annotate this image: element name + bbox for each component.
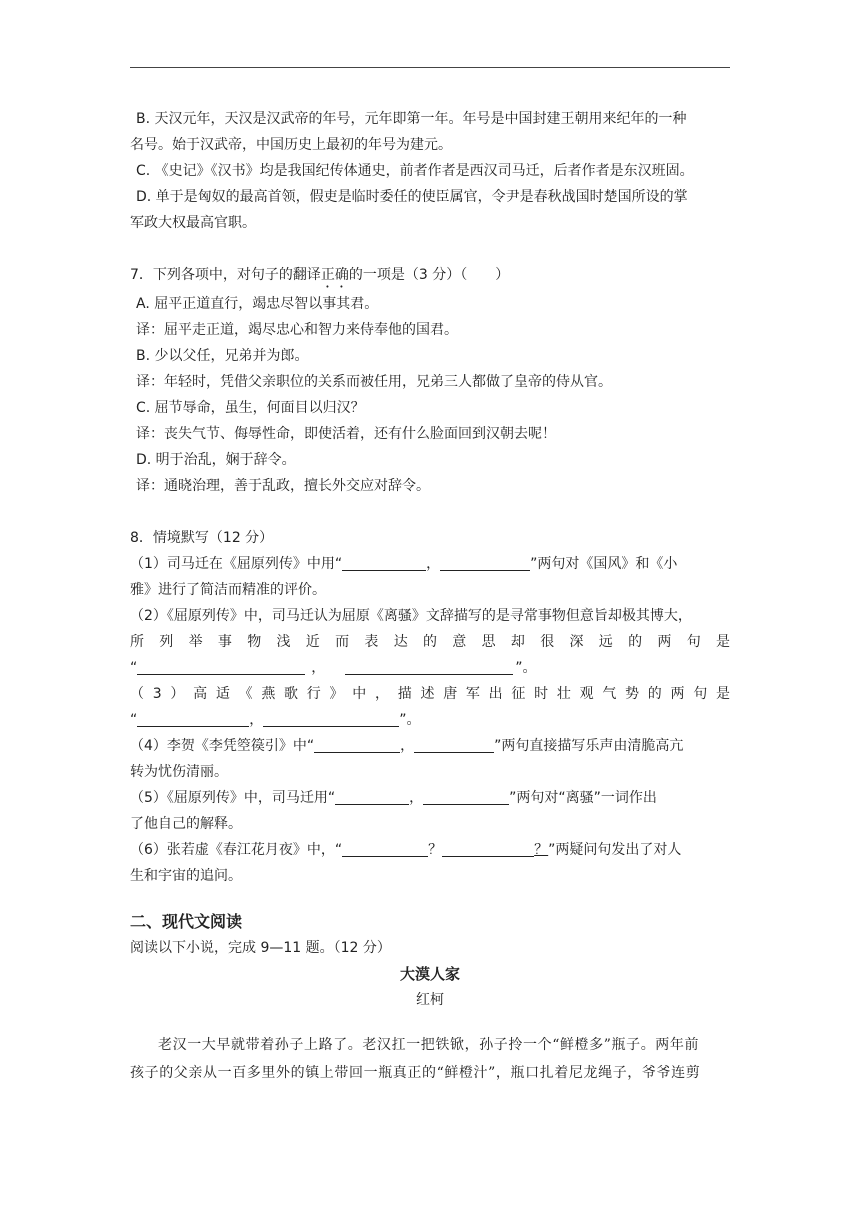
q8-item-1: （1）司马迁在《屈原列传》中用“ ， ”两句对《国风》和《小: [130, 556, 678, 572]
q7-option-d-translation: 译：通晓治理，善于乱政，擅长外交应对辞令。: [136, 478, 430, 494]
q8-item-3-line1: （3）高适《燕歌行》中，描述唐军出征时壮观气势的两句是: [130, 686, 730, 702]
q6-option-d-line2: 军政大权最高官职。: [130, 215, 256, 231]
q8-item-2-line1: （2）《屈原列传》中，司马迁认为屈原《离骚》文辞描写的是寻常事物但意旨却极其博大，: [130, 608, 692, 624]
document-body: [130, 106, 730, 1087]
q8-item-6: （6）张若虚《春江花月夜》中，“ ？ ？”两疑问句发出了对人: [130, 842, 682, 858]
q8-item-5-line2: 了他自己的解释。: [130, 816, 242, 832]
story-title: 大漠人家: [399, 965, 460, 983]
q8-item-2-blanks: “ ， ”。: [130, 660, 537, 676]
answer-blank[interactable]: [314, 736, 400, 753]
q8-item-2-line2: 所列举事物浅近而表达的意思却很深远的两句是: [130, 634, 730, 650]
q6-option-b-line1: B. 天汉元年，天汉是汉武帝的年号，元年即第一年。年号是中国封建王朝用来纪年的一种: [136, 111, 687, 127]
story-paragraph-line2: 孩子的父亲从一百多里外的镇上带回一瓶真正的“鲜橙汁”，瓶口扎着尼龙绳子，爷爷连剪: [130, 1065, 701, 1081]
q8-item-1-line2: 雅》进行了简洁而精准的评价。: [130, 582, 326, 598]
q7-option-c: C. 屈节辱命，虽生，何面目以归汉？: [136, 400, 365, 416]
answer-blank[interactable]: [423, 788, 509, 805]
answer-blank[interactable]: [442, 840, 534, 857]
q7-option-a-translation: 译：屈平走正道，竭尽忠心和智力来侍奉他的国君。: [136, 322, 458, 338]
story-author: 红柯: [416, 992, 444, 1008]
q6-option-c: C. 《史记》《汉书》均是我国纪传体通史，前者作者是西汉司马迁，后者作者是东汉班固。: [136, 163, 694, 179]
q8-title: 8．情境默写（12 分）: [130, 530, 274, 546]
q8-item-4-line2: 转为忧伤清丽。: [130, 764, 228, 780]
section-instruction: 阅读以下小说，完成 9—11 题。（12 分）: [130, 940, 391, 956]
answer-blank[interactable]: [342, 554, 426, 571]
q7-stem: 7．下列各项中，对句子的翻译正确的一项是（3 分）（ ）: [130, 267, 510, 283]
q7-option-c-translation: 译：丧失气节、侮辱性命，即使活着，还有什么脸面回到汉朝去呢！: [136, 426, 556, 442]
q6-option-b-line2: 名号。始于汉武帝，中国历史上最初的年号为建元。: [130, 137, 452, 153]
answer-blank[interactable]: [137, 710, 249, 727]
answer-blank[interactable]: [137, 658, 305, 675]
q7-option-b: B. 少以父任，兄弟并为郎。: [136, 348, 309, 364]
q7-option-b-translation: 译：年轻时，凭借父亲职位的关系而被任用，兄弟三人都做了皇帝的侍从官。: [136, 374, 612, 390]
answer-blank[interactable]: [440, 554, 530, 571]
q8-item-4: （4）李贺《李凭箜篌引》中“ ， ”两句直接描写乐声由清脆高亢: [130, 738, 684, 754]
story-paragraph-line1: 老汉一大早就带着孙子上路了。老汉扛一把铁锨，孙子拎一个“鲜橙多”瓶子。两年前: [158, 1037, 700, 1053]
answer-blank[interactable]: [263, 710, 399, 727]
q7-option-d: D. 明于治乱，娴于辞令。: [136, 452, 296, 468]
answer-blank[interactable]: [345, 658, 513, 675]
section-heading: 二、现代文阅读: [130, 912, 243, 931]
answer-blank[interactable]: [414, 736, 494, 753]
q8-item-3-blanks: “ ， ”。: [130, 712, 421, 728]
q7-option-a: A. 屈平正道直行，竭忠尽智以事其君。: [136, 296, 379, 312]
q8-item-6-line2: 生和宇宙的追问。: [130, 868, 242, 884]
q8-item-5: （5）《屈原列传》中，司马迁用“ ， ”两句对“离骚”一词作出: [130, 790, 657, 806]
header-rule: [130, 67, 730, 68]
q6-option-d-line1: D. 单于是匈奴的最高首领，假吏是临时委任的使臣属官，令尹是春秋战国时楚国所设的掌: [136, 189, 688, 205]
answer-blank[interactable]: [335, 788, 409, 805]
answer-blank[interactable]: [342, 840, 428, 857]
